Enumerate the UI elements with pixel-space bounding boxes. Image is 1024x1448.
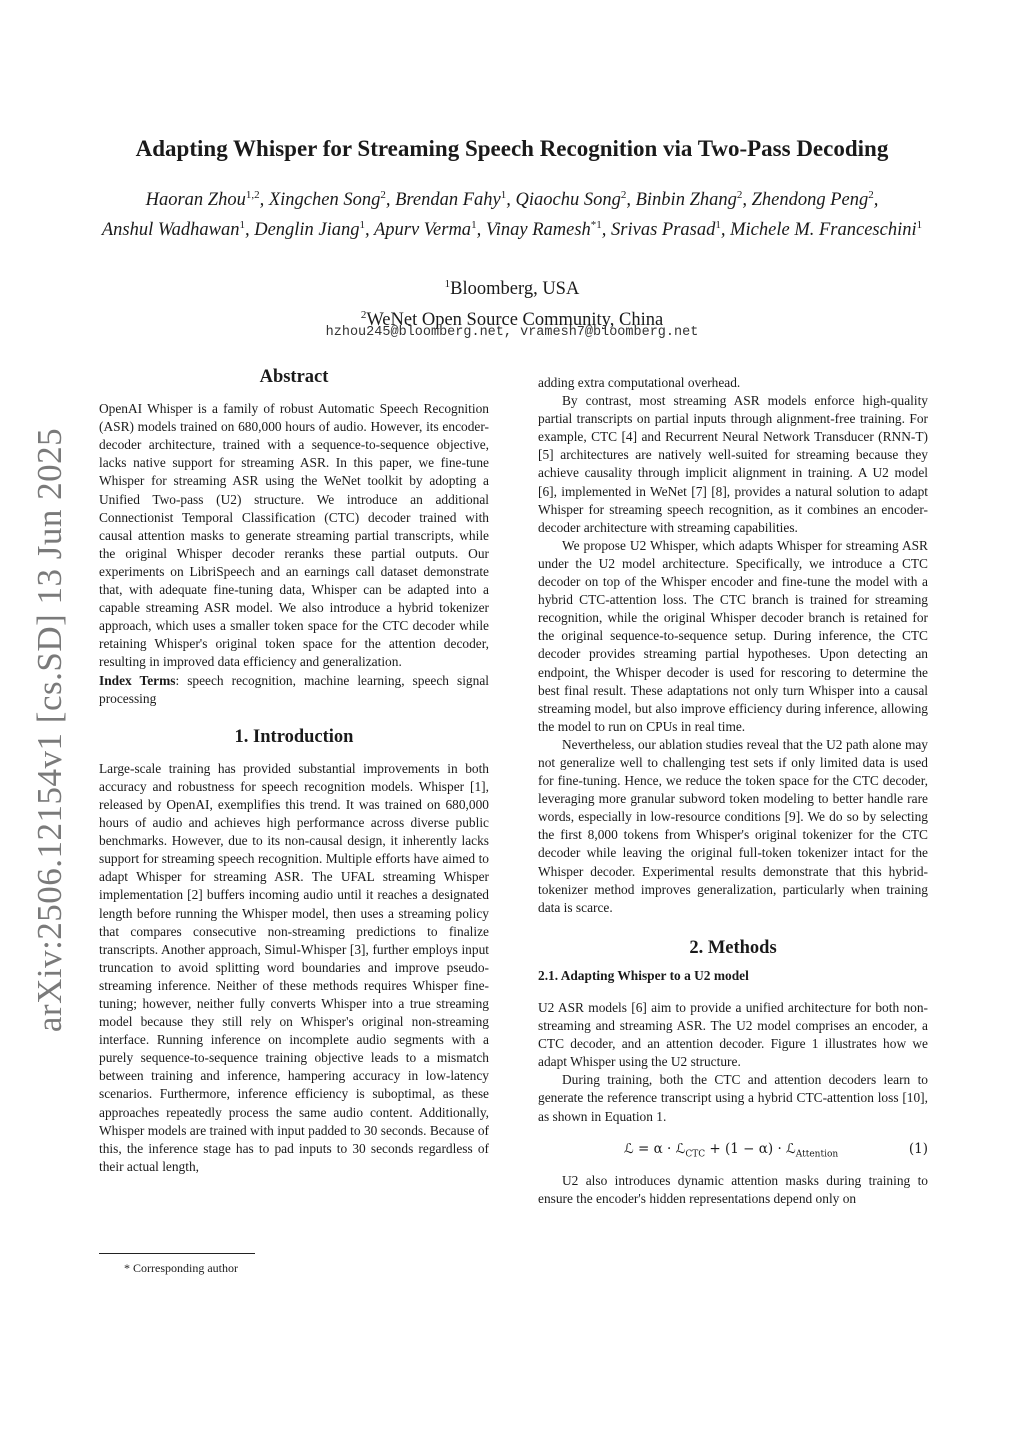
methods-paragraph-1: U2 ASR models [6] aim to provide a unified architecture for both non-streaming and streaming ASR. The U2 model comprises an encoder, a CTC decoder, and an attention decoder. Figure 1 illustrates how we adapt Whisper using the U2 structure. bbox=[538, 1000, 928, 1070]
author-9: Apurv Verma$^1$ bbox=[373, 219, 477, 241]
equation-body: ℒ = α · ℒ$_{CTC}$ + (1 − α) · ℒ$_{Attention}$ bbox=[624, 1140, 839, 1160]
footnote: * Corresponding author bbox=[124, 1261, 238, 1275]
introduction-paragraph-3: We propose U2 Whisper, which adapts Whisper for streaming ASR under the U2 model architecture. Specifically, we introduce a CTC decoder on top of the Whisper encoder and fine-tune the model with a hybrid CTC-attention loss. The CTC branch is trained for streaming recognition, while the original Whisper decoder branch is retained for the original sequence-to-sequence setup. During inference, the CTC decoder provides streaming partial hypotheses. Upon detecting an endpoint, the Whisper decoder is used for rescoring to determine the best final result. These adaptations not only turn Whisper into a causal streaming model, but also improve efficiency during inference, allowing the model to run on CPUs in real time. bbox=[538, 537, 928, 734]
index-terms-text: : speech recognition, machine learning, speech signal processing bbox=[99, 672, 489, 706]
left-column bbox=[99, 368, 489, 1176]
author-7: Anshul Wadhawan$^1$ bbox=[101, 219, 245, 241]
author-6: Zhendong Peng$^2$ bbox=[751, 189, 874, 211]
index-terms bbox=[99, 672, 489, 708]
abstract-heading: Abstract bbox=[259, 367, 329, 387]
affiliations bbox=[0, 271, 1024, 333]
introduction-paragraph-2: By contrast, most streaming ASR models enforce high-quality partial transcripts on partial inputs through alignment-free training. For example, CTC [4] and Recurrent Neural Network Transducer (RNN-T) [5] architectures are natively well-suited for streaming because they achieve causality through implicit alignment in training. A U2 model [6], implemented in WeNet [7] [8], provides a natural solution to adapt Whisper for streaming speech recognition, as it combines an encoder-decoder architecture with streaming capabilities. bbox=[538, 393, 928, 535]
author-4: Qiaochu Song$^2$ bbox=[515, 189, 627, 211]
author-list: Haoran Zhou$^{1,2}$, Xingchen Song$^2$, Brendan Fahy$^1$, Qiaochu Song$^2$, Binbin Zhang$^2$, Zhendong Peng$^2$, Anshul Wadhawan$^1$, Denglin Jiang$^1$, Apurv Verma$^1$, Vinay Ramesh$^{*1}$, Srivas Prasad$^1$, Michele M. Franceschini$^1$ bbox=[101, 189, 923, 241]
right-column bbox=[538, 374, 928, 1208]
equation-number: (1) bbox=[908, 1140, 928, 1157]
author-11: Srivas Prasad$^1$ bbox=[611, 219, 721, 241]
affiliation-2: $^2$WeNet Open Source Community, China bbox=[360, 309, 664, 331]
introduction-heading: 1. Introduction bbox=[234, 726, 354, 747]
introduction-paragraph-4: Nevertheless, our ablation studies reveal that the U2 path alone may not generalize well to challenging test sets if only limited data is used for fine-tuning. Hence, we reduce the token space for the CTC decoder, leveraging more granular subword token modeling to better handle rare words, especially in low-resource conditions [9]. We do so by selecting the first 8,000 tokens from Whisper's original tokenizer for the CTC decoder while leaving the original full-token tokenizer intact for the Whisper decoder. Experimental results demonstrate that this hybrid-tokenizer method improves generalization, particularly when training data is scarce. bbox=[538, 736, 928, 915]
equation-1 bbox=[538, 1136, 928, 1166]
author-3: Brendan Fahy$^1$ bbox=[395, 189, 507, 211]
arxiv-id-text: arXiv:2506.12154v1 [cs.SD] 13 Jun 2025 bbox=[30, 427, 69, 1033]
author-10: Vinay Ramesh$^{*1}$ bbox=[485, 219, 602, 241]
author-8: Denglin Jiang$^1$ bbox=[254, 219, 366, 241]
author-1: Haoran Zhou$^{1,2}$ bbox=[145, 189, 260, 211]
footnote-divider bbox=[99, 1253, 255, 1254]
paper-title: Adapting Whisper for Streaming Speech Recognition via Two-Pass Decoding bbox=[135, 136, 889, 161]
subsection-heading: 2.1. Adapting Whisper to a U2 model bbox=[538, 967, 749, 983]
arxiv-identifier bbox=[30, 427, 70, 1033]
introduction-paragraph-1: Large-scale training has provided substantial improvements in both accuracy and robustness for speech recognition models. Whisper [1], released by OpenAI, exemplifies this trend. It was trained on 680,000 hours of audio and achieves high performance across diverse public benchmarks. However, due to its non-causal design, it inherently lacks support for streaming speech recognition. Multiple efforts have aimed to adapt Whisper for streaming ASR. The UFAL streaming Whisper implementation [2] buffers incoming audio until it reaches a designated length before running the Whisper model, then uses a streaming policy that compares consecutive non-streaming predictions to finalize transcripts. Another approach, Simul-Whisper [3], further employs input truncation to avoid splitting word boundaries and improve pseudo-streaming inference. Neither of these methods requires Whisper fine-tuning; however, neither fully converts Whisper into a true streaming model because they still rely on Whisper's original non-streaming interface. Running inference on incomplete audio segments with a purely sequence-to-sequence training objective leads to a mismatch between training and inference, hampering accuracy in low-latency scenarios. Furthermore, inference efficiency is suboptimal, as these approaches repeatedly process the same audio content. Additionally, Whisper models are trained with input padded to 30 seconds. Because of this, the inference stage has to pad inputs to 30 seconds regardless of their actual length, bbox=[99, 760, 489, 1174]
author-2: Xingchen Song$^2$ bbox=[268, 189, 386, 211]
methods-paragraph-3: U2 also introduces dynamic attention masks during training to ensure the encoder's hidden representations depend only on bbox=[538, 1172, 928, 1206]
methods-heading: 2. Methods bbox=[689, 937, 777, 958]
introduction-continuation: adding extra computational overhead. bbox=[538, 375, 741, 390]
author-5: Binbin Zhang$^2$ bbox=[635, 189, 743, 211]
methods-paragraph-2: During training, both the CTC and attention decoders learn to generate the reference transcript using a hybrid CTC-attention loss [10], as shown in Equation 1. bbox=[538, 1072, 928, 1124]
index-terms-label: Index Terms bbox=[99, 672, 176, 688]
contact-emails: hzhou245@bloomberg.net, vramesh7@bloomberg.net bbox=[325, 325, 699, 340]
abstract-text: OpenAI Whisper is a family of robust Automatic Speech Recognition (ASR) models trained on 680,000 hours of audio. However, its encoder-decoder architecture, trained with a sequence-to-sequence objective, lacks native support for streaming ASR. In this paper, we fine-tune Whisper for streaming ASR using the WeNet toolkit by adopting a Unified Two-pass (U2) structure. We introduce an additional Connectionist Temporal Classification (CTC) decoder trained with causal attention masks to generate streaming partial transcripts, while the original Whisper decoder reranks these partial outputs. Our experiments on LibriSpeech and an earnings call dataset demonstrate that, with adequate fine-tuning data, Whisper can be adapted into a capable streaming ASR model. We also introduce a hybrid tokenizer approach, which uses a smaller token space for the CTC decoder while retaining Whisper's original token space for the attention decoder, resulting in improved data efficiency and generalization. bbox=[99, 401, 489, 670]
affiliation-1: $^1$Bloomberg, USA bbox=[444, 278, 580, 300]
author-12: Michele M. Franceschini$^1$ bbox=[730, 219, 923, 241]
